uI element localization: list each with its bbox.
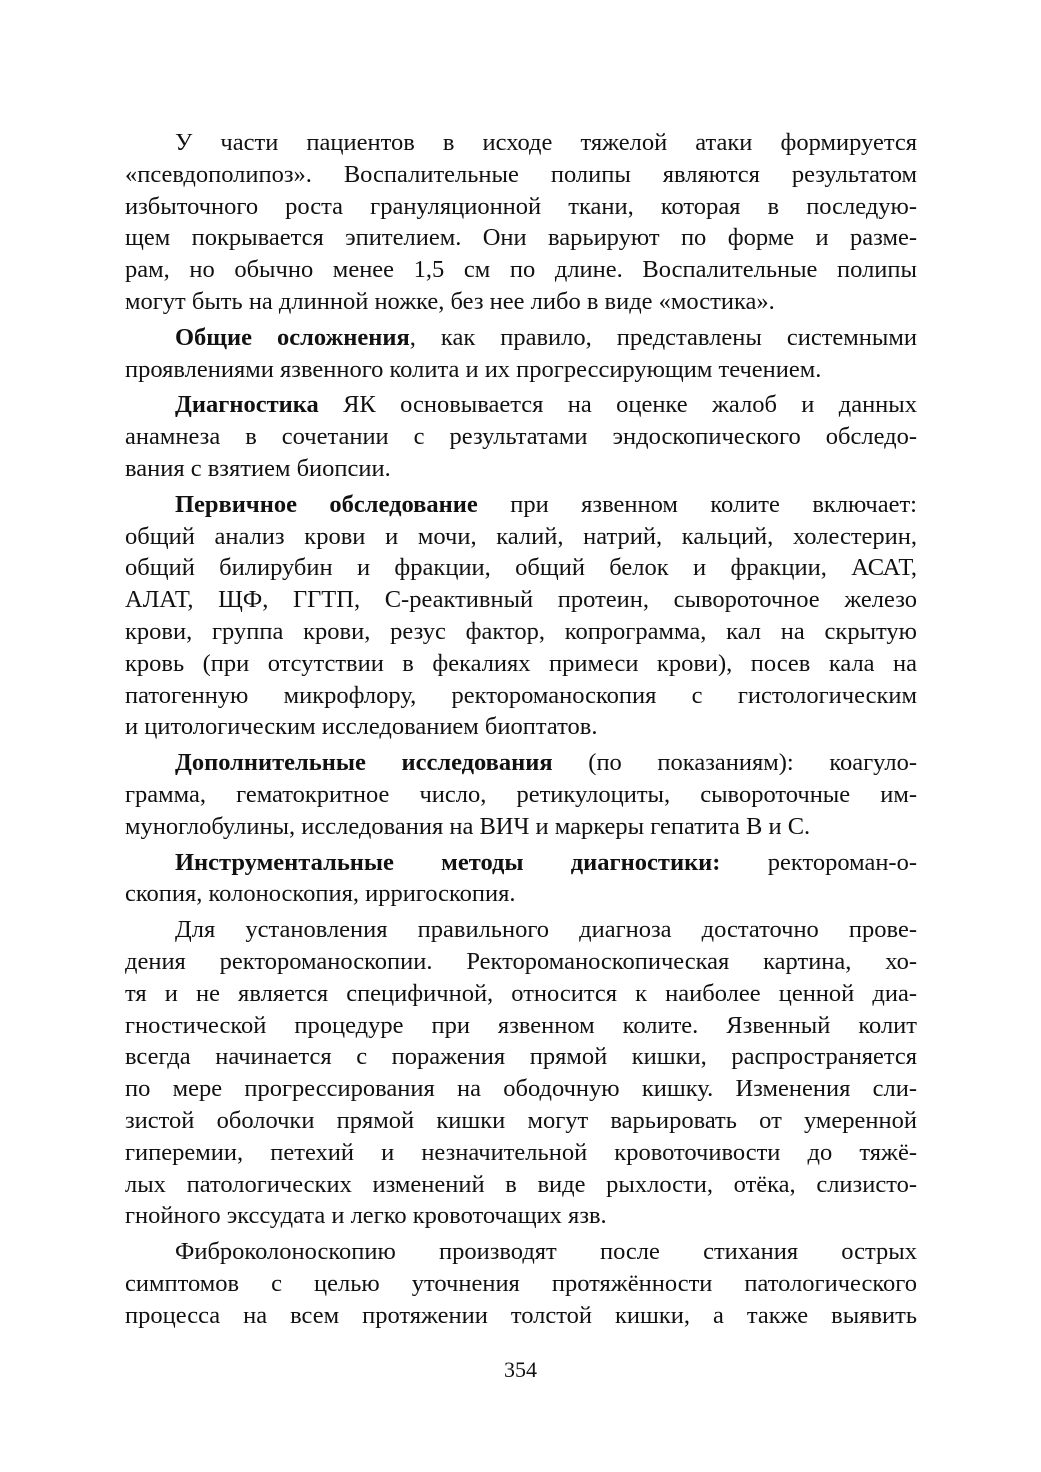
- paragraph-instrumental-methods: [125, 847, 917, 911]
- text-line: гнойного экссудата и легко кровоточащих язв.: [125, 1202, 607, 1230]
- text-line: [125, 847, 917, 879]
- bold-term: Общие осложнения: [175, 323, 410, 351]
- text-line: могут быть на длинной ножке, без нее либо в виде «мостика».: [125, 287, 775, 315]
- paragraph-pseudopolyposis: [125, 127, 917, 318]
- text-line: проявлениями язвенного колита и их прогрессирующим течением.: [125, 355, 822, 383]
- text-line: муноглобулины, исследования на ВИЧ и маркеры гепатита В и С.: [125, 812, 811, 840]
- text-line: гностической процедуре при язвенном колите. Язвенный колит: [125, 1011, 917, 1039]
- text-line: АЛАТ, ЩФ, ГГТП, С-реактивный протеин, сывороточное железо: [125, 586, 917, 614]
- text-line: [125, 322, 917, 354]
- paragraph-additional-studies: [125, 747, 917, 842]
- text-line: симптомов с целью уточнения протяжённости патологического: [125, 1269, 917, 1297]
- paragraph-complications: [125, 322, 917, 386]
- text-run: при язвенном колите включает:: [477, 490, 917, 518]
- text-run: ЯК основывается на оценке жалоб и данных: [318, 391, 917, 419]
- text-line: тя и не является специфичной, относится к наиболее ценной диа-: [125, 979, 917, 1007]
- paragraph-rectoromanoscopy: [125, 914, 917, 1232]
- text-run: , как правило, представлены системными: [409, 323, 917, 351]
- text-line: Для установления правильного диагноза достаточно прове-: [175, 916, 917, 944]
- text-line: грамма, гематокритное число, ретикулоциты, сывороточные им-: [125, 780, 917, 808]
- text-line: процесса на всем протяжении толстой кишки, а также выявить: [125, 1301, 917, 1329]
- bold-term: Первичное обследование: [175, 490, 478, 518]
- text-line: крови, группа крови, резус фактор, копрограмма, кал на скрытую: [125, 617, 917, 645]
- bold-term: Инструментальные методы диагностики:: [175, 848, 721, 876]
- text-line: патогенную микрофлору, ректороманоскопия с гистологическим: [125, 681, 917, 709]
- text-line: скопия, колоноскопия, ирригоскопия.: [125, 880, 516, 908]
- text-line: дения ректороманоскопии. Ректороманоскопическая картина, хо-: [125, 947, 917, 975]
- paragraph-fibrocolonoscopy: [125, 1236, 917, 1331]
- bold-term: Дополнительные исследования: [175, 749, 553, 777]
- text-line: щем покрывается эпителием. Они варьируют по форме и разме-: [125, 224, 917, 252]
- text-line: избыточного роста грануляционной ткани, которая в последую-: [125, 192, 917, 220]
- page-number: 354: [504, 1357, 537, 1382]
- bold-term: Диагностика: [175, 391, 319, 419]
- text-line: анамнеза в сочетании с результатами эндоскопического обследо-: [125, 423, 917, 451]
- paragraph-diagnostics: [125, 389, 917, 484]
- text-line: зистой оболочки прямой кишки могут варьировать от умеренной: [125, 1106, 917, 1134]
- text-line: вания с взятием биопсии.: [125, 454, 391, 482]
- text-line: общий билирубин и фракции, общий белок и фракции, АСАТ,: [125, 554, 917, 582]
- text-line: «псевдополипоз». Воспалительные полипы являются результатом: [125, 160, 917, 188]
- text-line: Фиброколоноскопию производят после стихания острых: [175, 1238, 917, 1266]
- paragraph-primary-exam: [125, 489, 917, 743]
- text-line: кровь (при отсутствии в фекалиях примеси крови), посев кала на: [125, 649, 917, 677]
- text-line: по мере прогрессирования на ободочную кишку. Изменения сли-: [125, 1075, 917, 1103]
- text-line: общий анализ крови и мочи, калий, натрий, кальций, холестерин,: [125, 522, 917, 550]
- text-line: рам, но обычно менее 1,5 см по длине. Воспалительные полипы: [125, 256, 917, 284]
- text-line: [125, 747, 917, 779]
- text-run: ректороман-о-: [720, 848, 917, 876]
- text-line: гиперемии, петехий и незначительной кровоточивости до тяжё-: [125, 1138, 917, 1166]
- text-line: лых патологических изменений в виде рыхлости, отёка, слизисто-: [125, 1170, 917, 1198]
- text-line: У части пациентов в исходе тяжелой атаки формируется: [175, 129, 917, 156]
- text-line: всегда начинается с поражения прямой кишки, распространяется: [125, 1043, 917, 1071]
- document-page: [125, 127, 917, 1331]
- text-line: [125, 389, 917, 421]
- text-run: (по показаниям): коагуло-: [552, 749, 917, 777]
- text-line: [125, 489, 917, 521]
- text-line: и цитологическим исследованием биоптатов.: [125, 713, 598, 741]
